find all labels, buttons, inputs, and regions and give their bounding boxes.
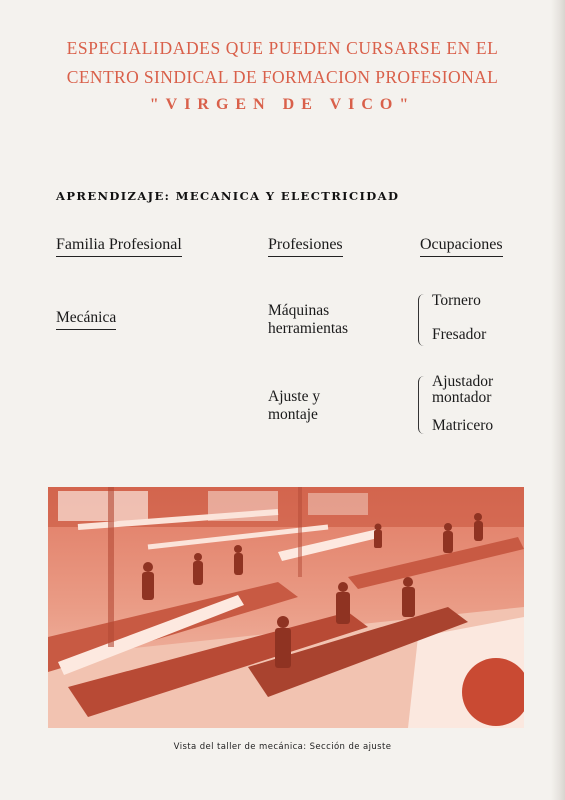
column-header-ocupaciones: Ocupaciones <box>420 236 503 257</box>
column-header-familia: Familia Profesional <box>56 236 182 257</box>
profesion-2-line-1: Ajuste y <box>268 388 321 405</box>
brace-2 <box>418 376 427 434</box>
ocupacion-ajustador: Ajustador <box>432 373 494 390</box>
familia-mecanica: Mecánica <box>56 309 116 330</box>
section-title: APRENDIZAJE: MECANICA Y ELECTRICIDAD <box>56 189 400 203</box>
profesion-1-line-2: herramientas <box>268 320 349 337</box>
column-header-profesiones: Profesiones <box>268 236 343 257</box>
heading-line-2: CENTRO SINDICAL DE FORMACION PROFESIONAL <box>66 67 499 87</box>
photo-caption: Vista del taller de mecánica: Sección de ajuste <box>173 742 392 752</box>
heading-line-1: ESPECIALIDADES QUE PUEDEN CURSARSE EN EL <box>66 38 499 58</box>
heading-line-3: "VIRGEN DE VICO" <box>149 96 416 113</box>
ocupacion-fresador: Fresador <box>432 326 487 343</box>
profesion-1-line-1: Máquinas <box>268 302 330 319</box>
ocupacion-montador: montador <box>432 389 492 406</box>
ocupacion-tornero: Tornero <box>432 292 481 309</box>
brace-1 <box>418 294 427 346</box>
workshop-photo-illustration <box>48 487 524 728</box>
workshop-photo <box>48 487 524 728</box>
profesion-2-line-2: montaje <box>268 406 318 423</box>
page-edge-shadow <box>551 0 565 800</box>
ocupacion-matricero: Matricero <box>432 417 494 434</box>
